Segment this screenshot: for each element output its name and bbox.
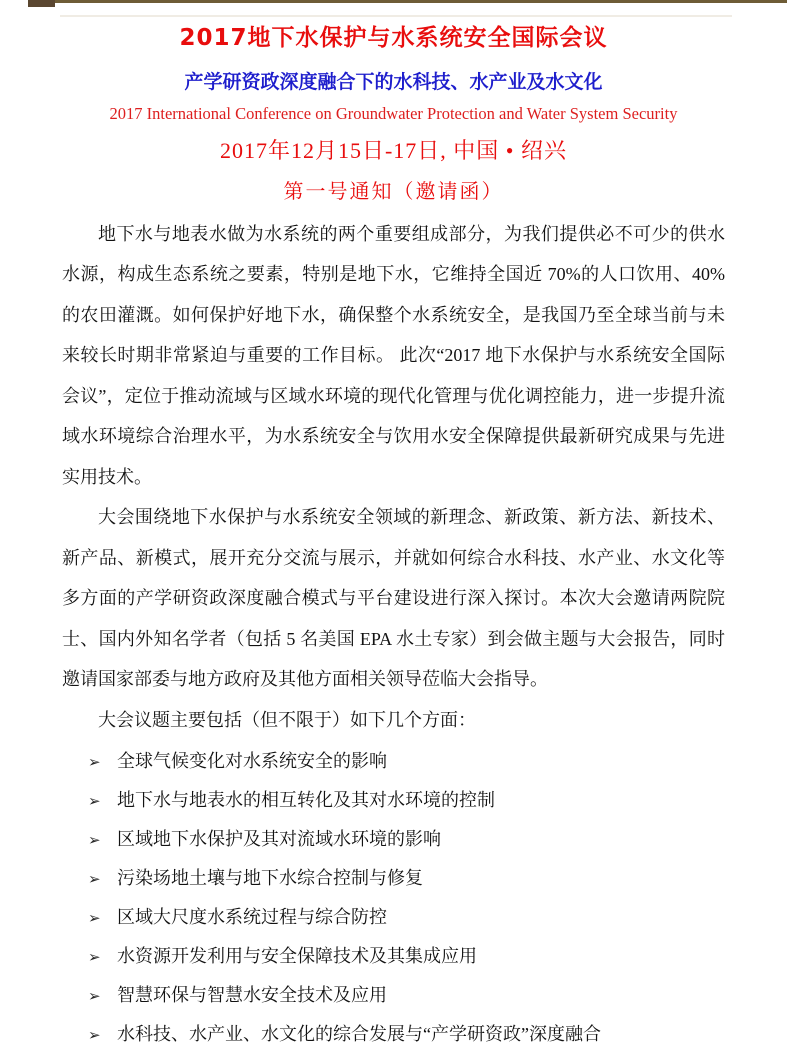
document-body [62, 214, 725, 1054]
topic-item [88, 859, 725, 898]
arrow-bullet-icon: ➢ [88, 792, 101, 811]
conference-subtitle: 产学研资政深度融合下的水科技、水产业及水文化 [184, 71, 603, 94]
conference-title: 2017地下水保护与水系统安全国际会议 [179, 25, 608, 51]
topic-text: 区域大尺度水系统过程与综合防控 [117, 907, 387, 928]
faint-artifact-rule [60, 15, 732, 17]
topic-item [88, 1015, 725, 1054]
topic-text: 智慧环保与智慧水安全技术及应用 [117, 985, 387, 1006]
arrow-bullet-icon: ➢ [88, 987, 101, 1006]
topic-text: 水科技、水产业、水文化的综合发展与“产学研资政”深度融合 [117, 1024, 601, 1045]
conference-date-location: 2017年12月15日-17日, 中国 • 绍兴 [219, 138, 568, 164]
topic-item [88, 937, 725, 976]
arrow-bullet-icon: ➢ [88, 753, 101, 772]
topic-item [88, 781, 725, 820]
topic-item [88, 976, 725, 1015]
arrow-bullet-icon: ➢ [88, 909, 101, 928]
notice-heading: 第一号通知（邀请函） [283, 180, 504, 203]
document-header [0, 0, 787, 204]
arrow-bullet-icon: ➢ [88, 948, 101, 967]
topic-item [88, 820, 725, 859]
topic-text: 污染场地土壤与地下水综合控制与修复 [117, 868, 423, 889]
paragraph-intro: 地下水与地表水做为水系统的两个重要组成部分，为我们提供必不可少的供水水源，构成生态系统之要素，特别是地下水，它维持全国近 70%的人口饮用、40%的农田灌溉。如何保护好地下水，确保整个水系统安全，是我国乃至全球当前与未来较长时期非常紧迫与重要的工作目标。 此次“2017 地下水保护与水系统安全国际会议”，定位于推动流域与区域水环境的现代化管理与优化调控能力，进一步提升流域水环境综合治理水平，为水系统安全与饮用水安全保障提供最新研究成果与先进实用技术。 [62, 223, 725, 487]
topic-text: 区域地下水保护及其对流域水环境的影响 [117, 829, 441, 850]
arrow-bullet-icon: ➢ [88, 870, 101, 889]
topic-item [88, 742, 725, 781]
arrow-bullet-icon: ➢ [88, 1026, 101, 1045]
paragraph-scope: 大会围绕地下水保护与水系统安全领域的新理念、新政策、新方法、新技术、新产品、新模式，展开充分交流与展示，并就如何综合水科技、水产业、水文化等多方面的产学研资政深度融合模式与平台建设进行深入探讨。本次大会邀请两院院士、国内外知名学者（包括 5 名美国 EPA 水土专家）到会做主题与大会报告，同时邀请国家部委与地方政府及其他方面相关领导莅临大会指导。 [62, 507, 725, 690]
conference-title-english: 2017 International Conference on Groundwater Protection and Water System Security [109, 104, 678, 124]
topic-list [62, 742, 725, 1054]
arrow-bullet-icon: ➢ [88, 831, 101, 850]
topic-text: 地下水与地表水的相互转化及其对水环境的控制 [117, 790, 495, 811]
top-border-nub [28, 0, 55, 7]
topic-text: 水资源开发利用与安全保障技术及其集成应用 [117, 946, 477, 967]
top-border-rule [30, 0, 787, 3]
topic-text: 全球气候变化对水系统安全的影响 [117, 751, 387, 772]
paragraph-topics-lead: 大会议题主要包括（但不限于）如下几个方面： [98, 709, 476, 730]
topic-item [88, 898, 725, 937]
